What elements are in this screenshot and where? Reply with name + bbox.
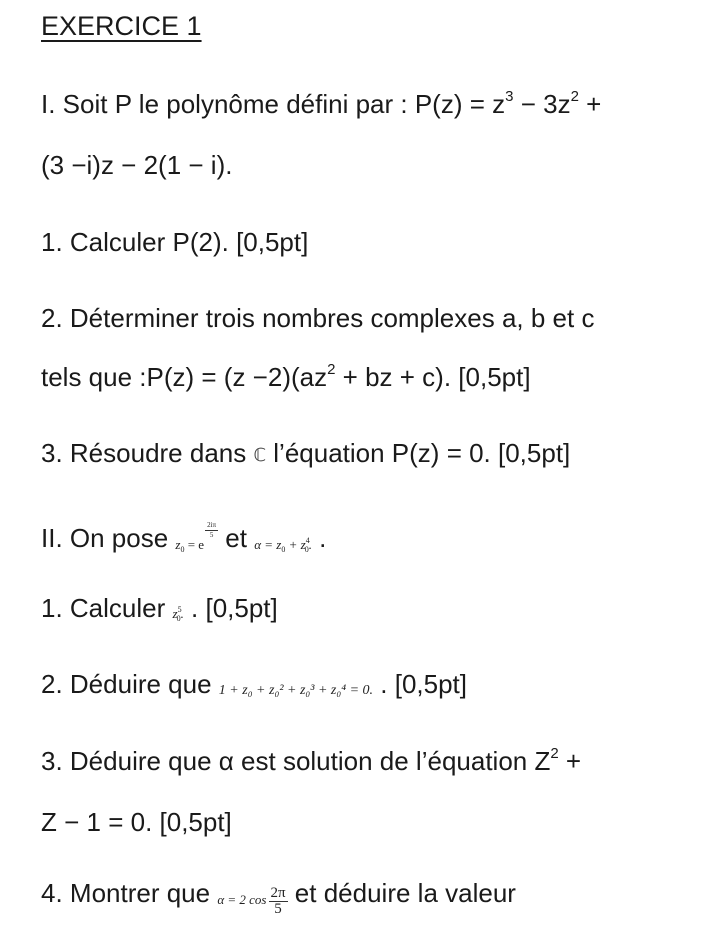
alpha-definition-formula: $\alpha = z_0 + z^4_0$.: [254, 536, 312, 554]
z0-power5-formula: $z^5_0$.: [172, 605, 184, 623]
part2-intro: II. On pose $z_0 = e$ $\frac{2i\pi}{5}$ et $\alpha = z_0 + z^4_0$. .: [41, 519, 326, 559]
part2-question-3-line1: 3. Déduire que α est solution de l’équation $Z^2$ +: [41, 745, 582, 776]
part1-question-2-line1: 2. Déterminer trois nombres complexes a, b et c: [41, 303, 595, 333]
complex-set-symbol: ℂ: [253, 445, 267, 466]
alpha-cos-formula: α = 2 cos $\frac{2\pi}{5}$: [217, 884, 286, 917]
part1-intro-line1: I. Soit P le polynôme défini par : $P(z) = z^3 - 3z^2$ +: [41, 88, 602, 119]
part2-question-2: 2. Déduire que 1 + z₀ + z₀² + z₀³ + z₀⁴ = 0. . [0,5pt]: [41, 668, 467, 706]
part2-question-4: 4. Montrer que α = 2 cos $\frac{2\pi}{5}$ et déduire la valeur: [41, 878, 516, 917]
part1-intro-line2: (3 −i)z − 2(1 − i).: [41, 150, 233, 180]
geometric-sum-formula: 1 + z₀ + z₀² + z₀³ + z₀⁴ = 0.: [218, 683, 374, 698]
part1-question-3: 3. Résoudre dans ℂ l’équation P(z) = 0. [0,5pt]: [41, 438, 571, 468]
part1-question-2-line2: tels que :P(z) = $(z -2)(az^2$ + bz + c). [0,5pt]: [41, 361, 531, 392]
part2-question-1: 1. Calculer $z^5_0$. . [0,5pt]: [41, 592, 278, 629]
part2-question-3-line2: Z − 1 = 0. [0,5pt]: [41, 807, 232, 837]
z0-definition-formula: $z_0 = e$ $\frac{2i\pi}{5}$: [175, 521, 217, 554]
exercise-title: EXERCICE 1: [41, 11, 202, 41]
part1-question-1: 1. Calculer P(2). [0,5pt]: [41, 227, 309, 257]
